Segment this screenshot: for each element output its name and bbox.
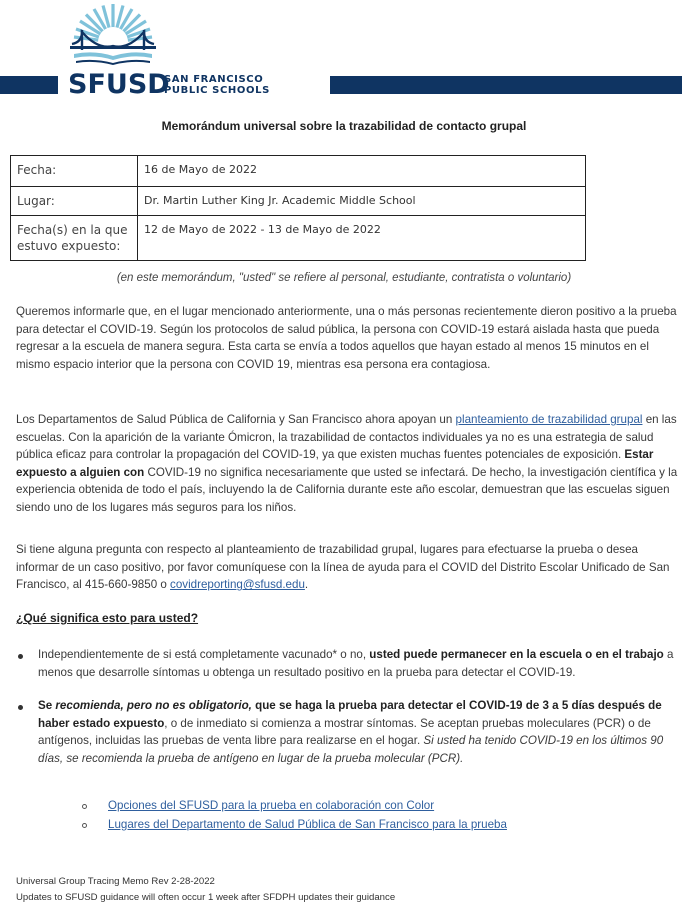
- table-label: Lugar:: [11, 187, 138, 216]
- bullet1-bold: usted puede permanecer en la escuela o en el trabajo: [369, 648, 664, 661]
- header-bar-right: [330, 76, 682, 94]
- logo-subtitle: [164, 74, 270, 96]
- logo-wordmark: SFUSD: [68, 69, 170, 100]
- bullet1-text: a menos que desarrolle síntomas u obtenga un resultado positivo en la prueba para detectar el COVID-19.: [38, 648, 674, 679]
- bullet-testing-recommendation: [38, 697, 683, 767]
- table-value: 12 de Mayo de 2022 - 13 de Mayo de 2022: [138, 216, 586, 261]
- bullet2-bold-italic: recomienda, pero no es obligatorio,: [55, 699, 252, 712]
- paragraph-contact: [16, 541, 681, 594]
- memo-info-table: [10, 155, 586, 261]
- sub-bullet-icon: [82, 823, 87, 828]
- p2-text: en las escuelas. Con la aparición de la variante Ómicron, la trazabilidad de contactos individuales ya no es una estrategia de salud pública eficaz para controlar la propagación del COVID-19, ya que existen muchas fuentes potenciales de exposición.: [16, 413, 677, 462]
- logo-subtitle-line2: PUBLIC SCHOOLS: [164, 85, 270, 96]
- sub-bullet-icon: [82, 804, 87, 809]
- p2-text: Los Departamentos de Salud Pública de California y San Francisco ahora apoyan un: [16, 413, 456, 426]
- bullet-stay-in-school: [38, 646, 683, 681]
- bullet-icon: [18, 654, 23, 659]
- table-value: 16 de Mayo de 2022: [138, 156, 586, 187]
- p2-text: COVID-19 no significa necesariamente que usted se infectará. De hecho, la investigación científica y la experiencia obtenida de todo el país, incluyendo la de California durante este año escolar, demuestran que las escuelas siguen siendo uno de los lugares más seguros para los niños.: [16, 465, 678, 514]
- bullet2-italic: Si usted ha tenido COVID-19 en los últimos 90 días, se recomienda la prueba de antígeno en lugar de la prueba molecular (PCR).: [38, 734, 664, 765]
- table-row-fecha: [11, 156, 586, 187]
- group-tracing-link[interactable]: planteamiento de trazabilidad grupal: [455, 413, 643, 426]
- bullet-icon: [18, 705, 23, 710]
- footer-revision: Universal Group Tracing Memo Rev 2-28-2022: [16, 876, 215, 887]
- table-value: Dr. Martin Luther King Jr. Academic Middle School: [138, 187, 586, 216]
- paragraph-notification: Queremos informarle que, en el lugar mencionado anteriormente, una o más personas recientemente dieron positivo a la prueba para detectar el COVID-19. Según los protocolos de salud pública, la persona con COVID-19 estará aislada hasta que pueda regresar a la escuela de manera segura. Esta carta se envía a todos aquellos que hayan estado al menos 15 minutos en el mismo espacio interior que la persona con COVID 19, mientras esa persona era contagiosa.: [16, 305, 677, 371]
- table-label: Fecha(s) en la que estuvo expuesto:: [11, 216, 138, 261]
- bullet1-text: Independientemente de si está completamente vacunado* o no,: [38, 648, 370, 661]
- p3-text: Si tiene alguna pregunta con respecto al planteamiento de trazabilidad grupal, lugares para efectuarse la prueba o desea informar de un caso positivo, por favor comuníquese con la línea de ayuda para el COVID del Distrito Escolar Unificado de San Francisco, al 415-660-9850 o: [16, 543, 670, 592]
- sfdph-testing-sites-link[interactable]: Lugares del Departamento de Salud Pública de San Francisco para la prueba: [108, 818, 507, 831]
- usted-definition-note: (en este memorándum, "usted" se refiere al personal, estudiante, contratista o voluntario): [116, 272, 572, 284]
- table-row-lugar: [11, 187, 586, 216]
- memo-title: Memorándum universal sobre la trazabilidad de contacto grupal: [161, 119, 527, 133]
- section-heading: ¿Qué significa esto para usted?: [16, 611, 199, 625]
- bullet2-text: , o de inmediato si comienza a mostrar síntomas. Se aceptan pruebas moleculares (PCR) o de antígenos, incluidas las pruebas de venta libre para realizarse en el hogar.: [38, 716, 651, 748]
- bullet2-bold: que se haga la prueba para detectar el COVID-19 de 3 a 5 días después de haber estado expuesto: [38, 699, 662, 730]
- p3-end: .: [304, 578, 309, 592]
- paragraph-group-tracing: [16, 411, 681, 517]
- footer-update-note: Updates to SFUSD guidance will often occur 1 week after SFDPH updates their guidance: [16, 892, 396, 903]
- bullet2-bold: Se: [38, 699, 56, 712]
- p2-bold: Estar expuesto a alguien con: [16, 448, 654, 479]
- table-label: Fecha:: [11, 156, 138, 187]
- covidreporting-email-link[interactable]: covidreporting@sfusd.edu: [170, 578, 305, 592]
- header-bar-left: [0, 76, 58, 94]
- sfusd-color-testing-link[interactable]: Opciones del SFUSD para la prueba en colaboración con Color: [108, 799, 435, 812]
- sfusd-logo-icon: [68, 2, 158, 68]
- table-row-exposure-dates: [11, 216, 586, 261]
- logo-subtitle-line1: SAN FRANCISCO: [164, 74, 264, 85]
